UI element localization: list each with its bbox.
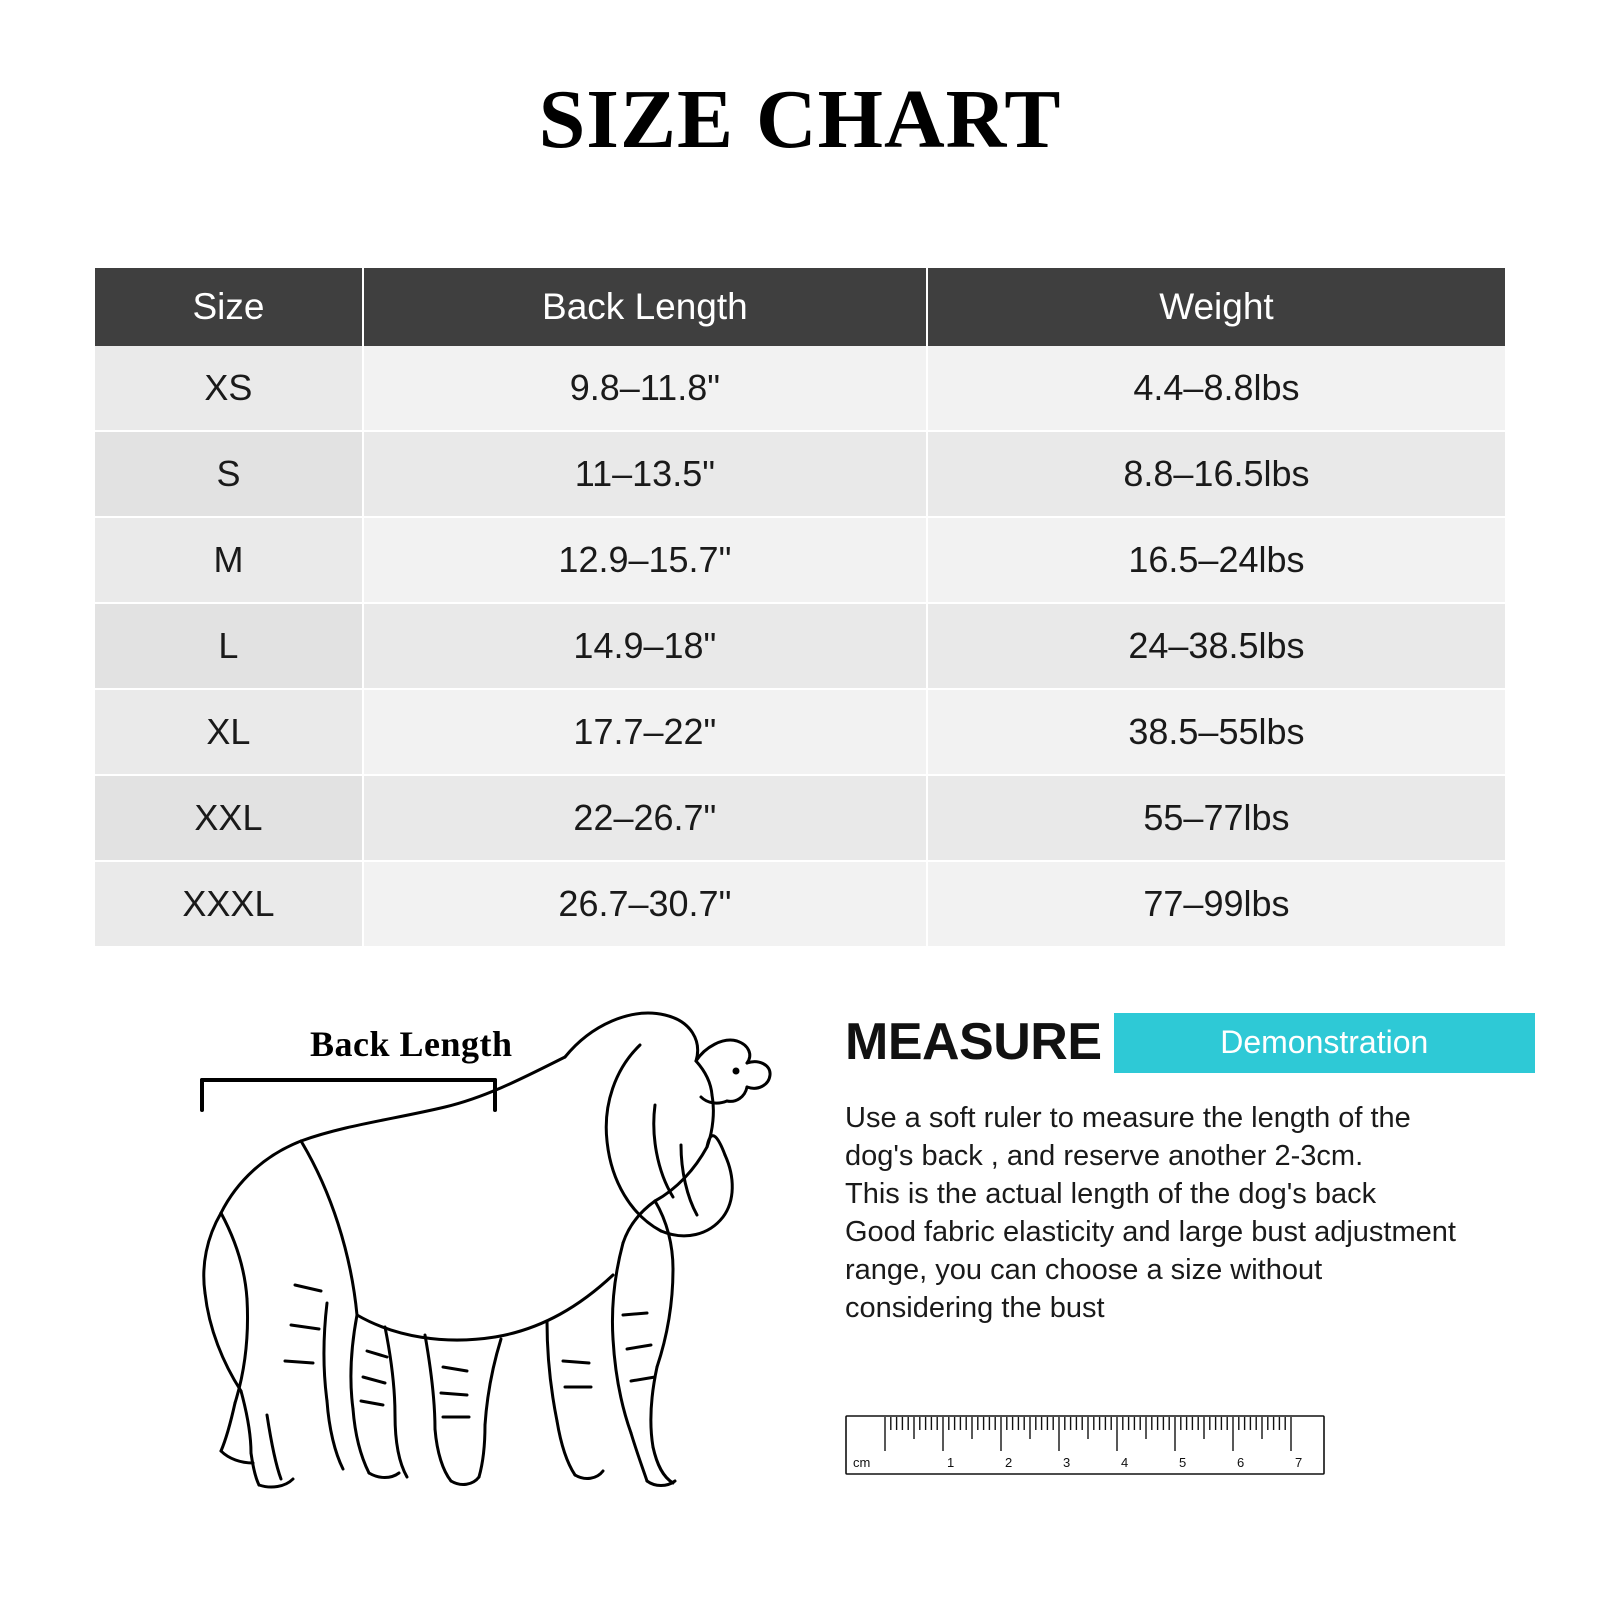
cell-weight: 4.4–8.8lbs <box>927 346 1505 431</box>
table-row <box>95 689 1505 775</box>
size-table-container <box>95 268 1505 948</box>
cell-back-length: 9.8–11.8" <box>363 346 927 431</box>
cell-size: XS <box>95 346 363 431</box>
measure-line: Good fabric elasticity and large bust adjustment <box>845 1216 1456 1248</box>
cell-back-length: 14.9–18" <box>363 603 927 689</box>
measure-line: considering the bust <box>845 1292 1105 1324</box>
table-row <box>95 861 1505 947</box>
column-header-weight: Weight <box>927 268 1505 346</box>
column-header-size: Size <box>95 268 363 346</box>
measure-header <box>845 1013 1535 1073</box>
cell-size: XXXL <box>95 861 363 947</box>
table-row <box>95 517 1505 603</box>
column-header-back-length: Back Length <box>363 268 927 346</box>
lower-section <box>0 985 1600 1585</box>
back-length-label: Back Length <box>310 1024 513 1064</box>
measure-title: MEASURE <box>845 1013 1102 1071</box>
ruler-tick-label: 6 <box>1237 1455 1245 1470</box>
table-row <box>95 346 1505 431</box>
cell-back-length: 11–13.5" <box>363 431 927 517</box>
cell-back-length: 12.9–15.7" <box>363 517 927 603</box>
ruler-tick-label: 5 <box>1179 1455 1187 1470</box>
table-row <box>95 431 1505 517</box>
cell-weight: 8.8–16.5lbs <box>927 431 1505 517</box>
cell-back-length: 26.7–30.7" <box>363 861 927 947</box>
table-row <box>95 603 1505 689</box>
ruler-tick-label: 4 <box>1121 1455 1129 1470</box>
cell-size: XL <box>95 689 363 775</box>
cell-weight: 77–99lbs <box>927 861 1505 947</box>
size-table <box>95 268 1505 948</box>
cell-back-length: 17.7–22" <box>363 689 927 775</box>
page-title: SIZE CHART <box>538 73 1062 166</box>
measure-line: This is the actual length of the dog's back <box>845 1178 1377 1210</box>
cell-weight: 38.5–55lbs <box>927 689 1505 775</box>
table-row <box>95 775 1505 861</box>
cell-weight: 16.5–24lbs <box>927 517 1505 603</box>
dog-outline-icon <box>95 985 795 1565</box>
ruler-tick-label: 7 <box>1295 1455 1303 1470</box>
measure-description <box>845 1099 1535 1327</box>
measure-panel <box>845 1013 1535 1327</box>
measure-line: Use a soft ruler to measure the length of the <box>845 1102 1411 1134</box>
cell-size: XXL <box>95 775 363 861</box>
ruler-icon <box>845 1415 1325 1510</box>
cell-size: M <box>95 517 363 603</box>
measure-line: range, you can choose a size without <box>845 1254 1323 1286</box>
cell-size: L <box>95 603 363 689</box>
cell-weight: 24–38.5lbs <box>927 603 1505 689</box>
ruler-unit-label: cm <box>853 1455 871 1470</box>
measure-line: dog's back , and reserve another 2-3cm. <box>845 1140 1364 1172</box>
cell-back-length: 22–26.7" <box>363 775 927 861</box>
cell-size: S <box>95 431 363 517</box>
demonstration-badge: Demonstration <box>1114 1013 1535 1073</box>
dog-diagram-panel <box>95 985 795 1565</box>
ruler-tick-label: 2 <box>1005 1455 1013 1470</box>
table-header-row <box>95 268 1505 346</box>
ruler-tick-label: 1 <box>947 1455 955 1470</box>
cell-weight: 55–77lbs <box>927 775 1505 861</box>
ruler-tick-label: 3 <box>1063 1455 1071 1470</box>
